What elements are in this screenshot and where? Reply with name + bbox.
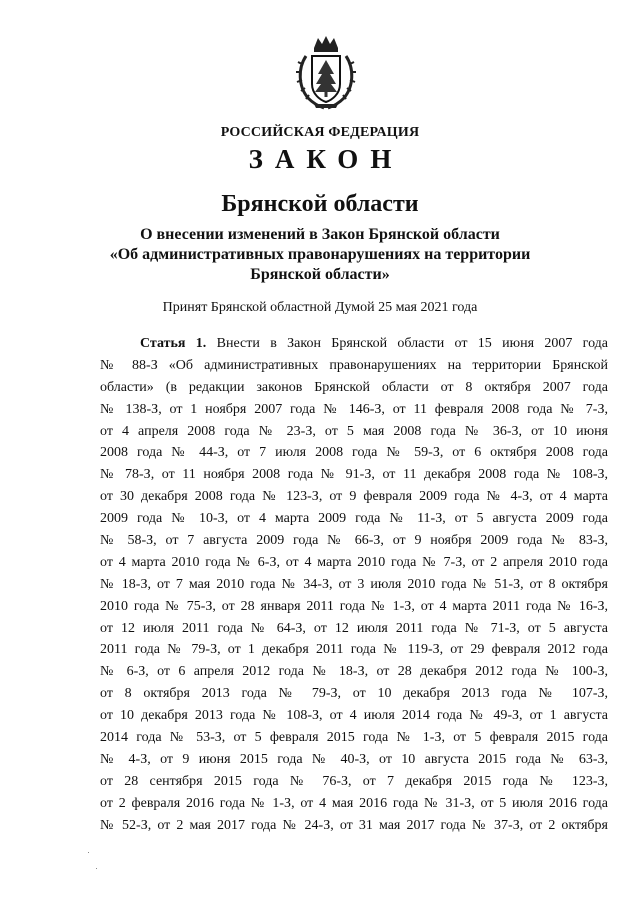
country-heading: РОССИЙСКАЯ ФЕДЕРАЦИЯ bbox=[220, 125, 420, 140]
subtitle-line: Брянской области» bbox=[250, 266, 390, 283]
article-line: 2014 года № 53-З, от 5 февраля 2015 года № 1-З, от 5 февраля 2015 года bbox=[100, 730, 608, 746]
article-line: № 88-З «Об административных правонарушениях на территории Брянской bbox=[100, 357, 608, 373]
article-first-line bbox=[100, 333, 608, 355]
subtitle-line: «Об административных правонарушениях на территории bbox=[109, 246, 531, 263]
article-line: 2008 года № 44-З, от 7 июля 2008 года № 59-З, от 6 октября 2008 года bbox=[100, 445, 608, 461]
article-line: № 4-З, от 9 июня 2015 года № 40-З, от 10 августа 2015 года № 63-З, bbox=[100, 751, 608, 767]
article-line: от 10 декабря 2013 года № 108-З, от 4 июля 2014 года № 49-З, от 1 августа bbox=[100, 708, 608, 724]
article-line: № 138-З, от 1 ноября 2007 года № 146-З, от 11 февраля 2008 года № 7-З, bbox=[100, 401, 608, 417]
article-line: 2009 года № 10-З, от 4 марта 2009 года № 11-З, от 5 августа 2009 года bbox=[100, 511, 608, 527]
article-line: от 28 сентября 2015 года № 76-З, от 7 декабря 2015 года № 123-З, bbox=[100, 773, 608, 789]
article-line: от 8 октября 2013 года № 79-З, от 10 декабря 2013 года № 107-З, bbox=[100, 686, 608, 702]
article-line: 2011 года № 79-З, от 1 декабря 2011 года № 119-З, от 29 февраля 2012 года bbox=[100, 642, 608, 658]
law-subtitle bbox=[0, 225, 640, 285]
region-heading: Брянской области bbox=[221, 191, 419, 217]
coat-of-arms-icon bbox=[294, 34, 358, 112]
article-line: от 4 апреля 2008 года № 23-З, от 5 мая 2008 года № 36-З, от 10 июня bbox=[100, 423, 608, 439]
article-line: 2010 года № 75-З, от 28 января 2011 года № 1-З, от 4 марта 2011 года № 16-З, bbox=[100, 598, 608, 614]
article-body bbox=[100, 333, 608, 836]
article-text: Внести в Закон Брянской области от 15 июня 2007 года bbox=[216, 336, 609, 351]
article-line: № 58-З, от 7 августа 2009 года № 66-З, от 9 ноября 2009 года № 83-З, bbox=[100, 533, 608, 549]
article-line: № 18-З, от 7 мая 2010 года № 34-З, от 3 июля 2010 года № 51-З, от 8 октября bbox=[100, 576, 608, 592]
article-line: № 6-З, от 6 апреля 2012 года № 18-З, от 28 декабря 2012 года № 100-З, bbox=[100, 664, 608, 680]
article-line: от 12 июля 2011 года № 64-З, от 12 июля 2011 года № 71-З, от 5 августа bbox=[100, 620, 608, 636]
article-label: Статья 1. bbox=[140, 336, 207, 351]
article-line: от 4 марта 2010 года № 6-З, от 4 марта 2010 года № 7-З, от 2 апреля 2010 года bbox=[100, 554, 608, 570]
document-type-heading: ЗАКОН bbox=[248, 144, 404, 174]
article-line: от 2 февраля 2016 года № 1-З, от 4 мая 2016 года № 31-З, от 5 июля 2016 года bbox=[100, 795, 608, 811]
article-line: № 52-З, от 2 мая 2017 года № 24-З, от 31 мая 2017 года № 37-З, от 2 октября bbox=[100, 817, 608, 833]
scan-speck bbox=[96, 868, 97, 869]
subtitle-line: О внесении изменений в Закон Брянской области bbox=[140, 226, 500, 243]
scan-speck bbox=[88, 852, 89, 853]
article-line: от 30 декабря 2008 года № 123-З, от 9 февраля 2009 года № 4-З, от 4 марта bbox=[100, 489, 608, 505]
article-line: области» (в редакции законов Брянской области от 8 октября 2007 года bbox=[100, 379, 608, 395]
article-line: № 78-З, от 11 ноября 2008 года № 91-З, от 11 декабря 2008 года № 108-З, bbox=[100, 467, 608, 483]
adoption-note: Принят Брянской областной Думой 25 мая 2021 года bbox=[162, 300, 478, 315]
